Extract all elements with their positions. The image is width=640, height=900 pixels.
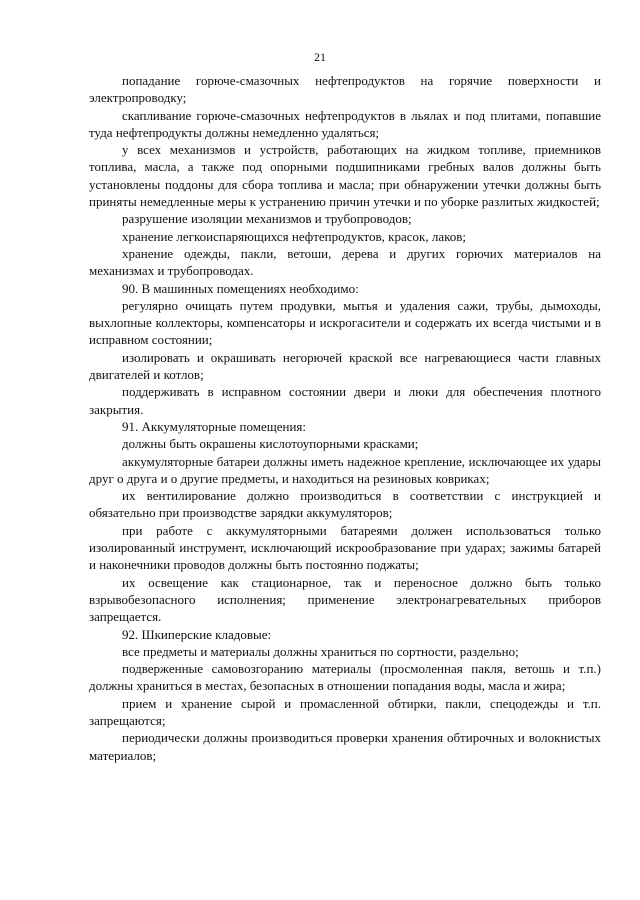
paragraph: поддерживать в исправном состоянии двери и люки для обеспечения плотного закрытия. [89,384,601,417]
page-number: 21 [314,50,326,64]
paragraph: хранение легкоиспаряющихся нефтепродуктов, красок, лаков; [122,228,466,244]
paragraph: хранение одежды, пакли, ветоши, дерева и других горючих материалов на механизмах и трубопроводах. [89,245,601,279]
paragraph: должны быть окрашены кислотоупорными красками; [122,436,419,452]
document-body [89,72,601,764]
paragraph: их освещение как стационарное, так и переносное должно быть только взрывобезопасного исполнения; применение электронагревательных приборов запрещается. [89,574,601,625]
paragraph: подверженные самовозгоранию материалы (просмоленная пакля, ветошь и т.п.) должны храниться в местах, безопасных в отношении попадания воды, масла и жира; [89,661,601,694]
paragraph: регулярно очищать путем продувки, мытья и удаления сажи, трубы, дымоходы, выхлопные коллекторы, компенсаторы и искрогасители и содержать их всегда чистыми и в исправном состоянии; [89,297,601,348]
paragraph: при работе с аккумуляторными батареями должен использоваться только изолированный инструмент, исключающий искрообразование при ударах; зажимы батарей и наконечники проводов должны быть постоянно поджаты; [89,522,601,573]
paragraph: аккумуляторные батареи должны иметь надежное крепление, исключающее их удары друг о друга и о другие предметы, и находиться на резиновых ковриках; [89,453,601,486]
paragraph: у всех механизмов и устройств, работающих на жидком топливе, приемников топлива, масла, а также под опорными подшипниками гребных валов должны быть установлены поддоны для сбора топлива и масла; при обнаружении утечки должны быть приняты немедленные меры к устранению причин утечки и по уборке разлитых жидкостей; [89,142,601,210]
paragraph: скапливание горюче-смазочных нефтепродуктов в льялах и под плитами, попавшие туда нефтепродукты должны немедленно удаляться; [89,107,601,140]
paragraph: изолировать и окрашивать негорючей краской все нагревающиеся части главных двигателей и котлов; [89,349,601,383]
section-heading-92: 92. Шкиперские кладовые: [122,626,272,642]
paragraph: прием и хранение сырой и промасленной обтирки, пакли, спецодежды и т.п. запрещаются; [89,695,601,728]
paragraph: их вентилирование должно производиться в соответствии с инструкцией и обязательно при производстве зарядки аккумуляторов; [89,488,601,521]
paragraph: периодически должны производиться проверки хранения обтирочных и волокнистых материалов; [89,730,601,763]
paragraph: все предметы и материалы должны храниться по сортности, раздельно; [122,643,519,659]
section-heading-90: 90. В машинных помещениях необходимо: [122,280,359,296]
paragraph: попадание горюче-смазочных нефтепродуктов на горячие поверхности и электропроводку; [89,73,601,106]
section-heading-91: 91. Аккумуляторные помещения: [122,418,306,434]
paragraph: разрушение изоляции механизмов и трубопроводов; [122,211,412,227]
